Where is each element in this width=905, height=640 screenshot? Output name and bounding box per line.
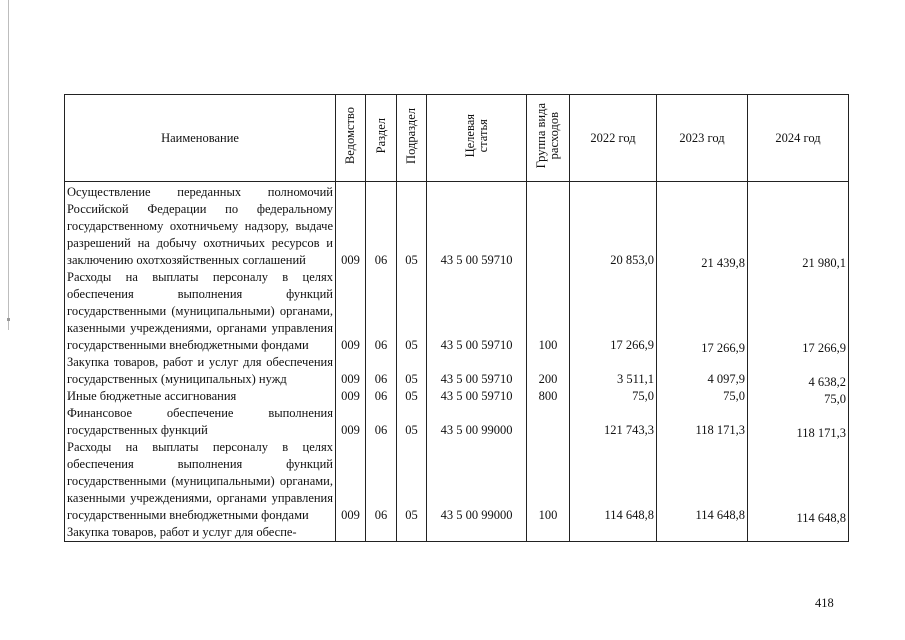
header-2023: 2023 год	[657, 95, 748, 182]
row-2024-value: 21 980,1	[802, 256, 846, 270]
header-2024: 2024 год	[748, 95, 849, 182]
row-target: 43 5 00 59710	[427, 354, 527, 388]
row-razdel: 06	[366, 269, 397, 354]
header-2022: 2022 год	[570, 95, 657, 182]
row-vedomstvo	[336, 524, 366, 542]
row-group: 100	[527, 269, 570, 354]
header-row	[65, 95, 849, 182]
row-2022	[570, 524, 657, 542]
row-razdel: 06	[366, 354, 397, 388]
row-2024-value: 75,0	[824, 392, 846, 406]
row-2024	[748, 524, 849, 542]
scan-margin-dot	[7, 318, 10, 321]
table-body	[65, 182, 849, 542]
row-group	[527, 182, 570, 270]
row-group: 100	[527, 439, 570, 524]
table-row	[65, 439, 849, 524]
row-podrazdel: 05	[397, 182, 427, 270]
row-target: 43 5 00 99000	[427, 405, 527, 439]
row-razdel: 06	[366, 388, 397, 405]
row-group	[527, 524, 570, 542]
row-2024	[748, 182, 849, 270]
row-name: Расходы на выплаты персоналу в целях обеспечения выполнения функций государственными (муниципальными) органами, казенными учреждениями, органами управления государственными внебюджетными фондами	[65, 439, 336, 524]
row-2022: 3 511,1	[570, 354, 657, 388]
table-header	[65, 95, 849, 182]
row-2023: 4 097,9	[657, 354, 748, 388]
row-podrazdel: 05	[397, 269, 427, 354]
row-2024	[748, 388, 849, 405]
row-2023: 118 171,3	[657, 405, 748, 439]
table-row	[65, 269, 849, 354]
header-target	[427, 95, 527, 182]
row-2024-value: 17 266,9	[802, 341, 846, 355]
row-2022: 75,0	[570, 388, 657, 405]
row-podrazdel: 05	[397, 354, 427, 388]
row-vedomstvo: 009	[336, 354, 366, 388]
budget-table	[64, 94, 849, 542]
row-razdel: 06	[366, 182, 397, 270]
row-group: 800	[527, 388, 570, 405]
row-target	[427, 524, 527, 542]
row-2024-value: 118 171,3	[796, 426, 846, 440]
header-name: Наименование	[65, 95, 336, 182]
header-group-line2: расходов	[547, 112, 561, 160]
page-number: 418	[815, 596, 834, 610]
row-razdel: 06	[366, 439, 397, 524]
row-2024-value: 4 638,2	[808, 375, 846, 389]
row-name: Закупка товаров, работ и услуг для обеспечения государственных (муниципальных) нужд	[65, 354, 336, 388]
row-vedomstvo: 009	[336, 439, 366, 524]
header-target-line1: Целевая	[462, 114, 477, 158]
row-2024-value: 114 648,8	[796, 511, 846, 525]
row-name: Осуществление переданных полномочий Российской Федерации по федеральному государственному охотничьему надзору, выдаче разрешений на добычу охотничьих ресурсов и заключению охотхозяйственных соглашений	[65, 182, 336, 270]
scan-margin-line	[8, 0, 9, 330]
row-group: 200	[527, 354, 570, 388]
row-2024	[748, 269, 849, 354]
row-2022: 114 648,8	[570, 439, 657, 524]
table-row	[65, 405, 849, 439]
header-podrazdel: Подраздел	[397, 95, 427, 182]
row-podrazdel	[397, 524, 427, 542]
row-2022: 121 743,3	[570, 405, 657, 439]
row-vedomstvo: 009	[336, 182, 366, 270]
row-2023	[657, 524, 748, 542]
row-group	[527, 405, 570, 439]
header-razdel: Раздел	[366, 95, 397, 182]
row-name: Закупка товаров, работ и услуг для обеспе-	[65, 524, 336, 542]
row-target: 43 5 00 59710	[427, 269, 527, 354]
row-podrazdel: 05	[397, 388, 427, 405]
header-group	[527, 95, 570, 182]
row-2023	[657, 269, 748, 354]
row-name: Финансовое обеспечение выполнения государственных функций	[65, 405, 336, 439]
row-2023	[657, 182, 748, 270]
row-podrazdel: 05	[397, 405, 427, 439]
table-row	[65, 524, 849, 542]
row-2024	[748, 354, 849, 388]
row-target: 43 5 00 59710	[427, 388, 527, 405]
row-2023-value: 17 266,9	[701, 341, 745, 355]
table-row	[65, 388, 849, 405]
row-razdel	[366, 524, 397, 542]
row-name: Иные бюджетные ассигнования	[65, 388, 336, 405]
row-razdel: 06	[366, 405, 397, 439]
row-target: 43 5 00 99000	[427, 439, 527, 524]
header-group-line1: Группа вида	[534, 103, 548, 169]
row-target: 43 5 00 59710	[427, 182, 527, 270]
row-2023-value: 21 439,8	[701, 256, 745, 270]
table-row	[65, 354, 849, 388]
row-2022: 20 853,0	[570, 182, 657, 270]
row-vedomstvo: 009	[336, 405, 366, 439]
row-2023: 114 648,8	[657, 439, 748, 524]
header-target-line2: статья	[475, 119, 490, 153]
row-2024	[748, 439, 849, 524]
row-2024	[748, 405, 849, 439]
row-2023: 75,0	[657, 388, 748, 405]
row-vedomstvo: 009	[336, 388, 366, 405]
row-vedomstvo: 009	[336, 269, 366, 354]
table-row	[65, 182, 849, 270]
row-name: Расходы на выплаты персоналу в целях обеспечения выполнения функций государственными (муниципальными) органами, казенными учреждениями, органами управления государственными внебюджетными фондами	[65, 269, 336, 354]
header-vedomstvo: Ведомство	[336, 95, 366, 182]
row-podrazdel: 05	[397, 439, 427, 524]
row-2022: 17 266,9	[570, 269, 657, 354]
